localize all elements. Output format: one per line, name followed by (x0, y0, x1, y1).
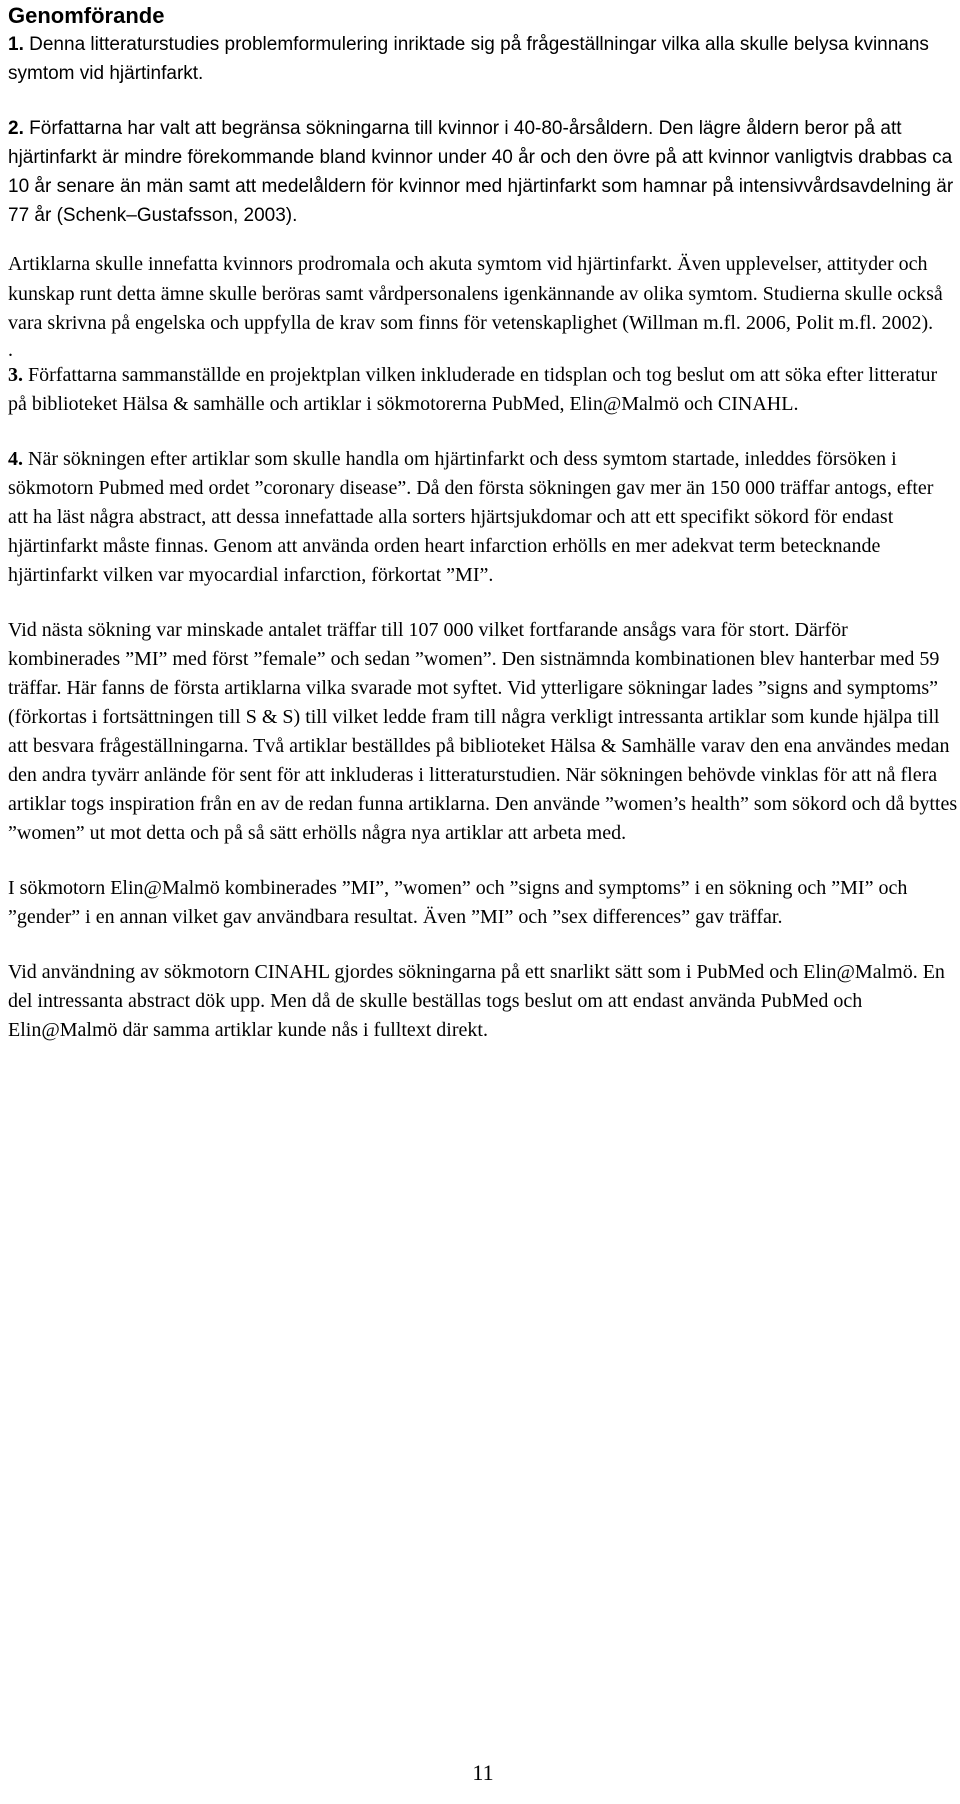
item-2 (8, 114, 958, 230)
spacer (8, 932, 958, 958)
item-2-dot: . (8, 338, 13, 361)
spacer (8, 848, 958, 874)
paragraph-elin-malmo: I sökmotorn Elin@Malmö kombinerades ”MI”, ”women” och ”signs and symptoms” i en sökning och ”MI” och ”gender” i en annan vilket gav användbara resultat. Även ”MI” och ”sex differences” gav träffar. (8, 876, 908, 928)
item-4-number: 4. (8, 447, 23, 470)
spacer (8, 230, 958, 250)
page-number: 11 (472, 1760, 494, 1785)
item-4 (8, 445, 958, 590)
item-1 (8, 30, 958, 88)
item-2-number: 2. (8, 118, 24, 139)
item-2-text: Författarna har valt att begränsa sökningarna till kvinnor i 40-80-årsåldern. Den lägre åldern beror på att hjärtinfarkt är mindre förekommande bland kvinnor under 40 år och den övre på att kvinnor vanligtvis drabbas ca 10 år senare än män samt att medelåldern för kvinnor med hjärtinfarkt som hamnar på intensivvårdsavdelning är 77 år (Schenk–Gustafsson, 2003). (8, 118, 954, 226)
document-page (8, 0, 958, 1804)
item-3 (8, 361, 958, 419)
spacer (8, 590, 958, 616)
spacer (8, 88, 958, 114)
spacer (8, 419, 958, 445)
item-3-number: 3. (8, 363, 23, 386)
item-1-text: Denna litteraturstudies problemformulering inriktade sig på frågeställningar vilka alla skulle belysa kvinnans symtom vid hjärtinfarkt. (8, 34, 929, 84)
item-4-text: När sökningen efter artiklar som skulle handla om hjärtinfarkt och dess symtom startade, inleddes försöken i sökmotorn Pubmed med ordet ”coronary disease”. Då den första sökningen gav mer än 150 000 träffar antogs, efter att ha läst några abstract, att dessa innefattade alla sorters hjärtsjukdomar och att ett specifikt sökord för endast hjärtinfarkt måste finnas. Genom att använda orden heart infarction erhölls en mer adekvat term betecknande hjärtinfarkt vilken var myocardial infarction, förkortat ”MI”. (8, 447, 934, 586)
item-2-continuation: Artiklarna skulle innefatta kvinnors prodromala och akuta symtom vid hjärtinfarkt. Även upplevelser, attityder och kunskap runt detta ämne skulle beröras samt vårdpersonalens igenkännande av olika symtom. Studierna skulle också vara skrivna på engelska och uppfylla de krav som finns för vetenskaplighet (Willman m.fl. 2006, Polit m.fl. 2002). (8, 253, 943, 334)
paragraph-search-results: Vid nästa sökning var minskade antalet träffar till 107 000 vilket fortfarande ansågs vara för stort. Därför kombinerades ”MI” med först ”female” och sedan ”women”. Den sistnämnda kombinationen blev hanterbar med 59 träffar. Här fanns de första artiklarna vilka svarade mot syftet. Vid ytterligare sökningar lades ”signs and symptoms” (förkortas i fortsättningen till S & S) till vilket ledde fram till några verkligt intressanta artiklar som kunde hjälpa till att besvara frågeställningarna. Två artiklar beställdes på biblioteket Hälsa & Samhälle varav den ena användes medan den andra tyvärr anlände för sent för att inkluderas i litteraturstudien. När sökningen behövde vinklas för att nå flera artiklar togs inspiration från en av de redan funna artiklarna. Den använde ”women’s health” som sökord och då byttes ”women” ut mot detta och på så sätt erhölls några nya artiklar att arbeta med. (8, 618, 958, 844)
item-1-number: 1. (8, 34, 24, 55)
section-heading: Genomförande (8, 3, 165, 28)
item-3-text: Författarna sammanställde en projektplan vilken inkluderade en tidsplan och tog beslut om att söka efter litteratur på biblioteket Hälsa & samhälle och artiklar i sökmotorerna PubMed, Elin@Malmö och CINAHL. (8, 363, 938, 415)
paragraph-cinahl: Vid användning av sökmotorn CINAHL gjordes sökningarna på ett snarlikt sätt som i PubMed och Elin@Malmö. En del intressanta abstract dök upp. Men då de skulle beställas togs beslut om att endast använda PubMed och Elin@Malmö där samma artiklar kunde nås i fulltext direkt. (8, 960, 945, 1041)
